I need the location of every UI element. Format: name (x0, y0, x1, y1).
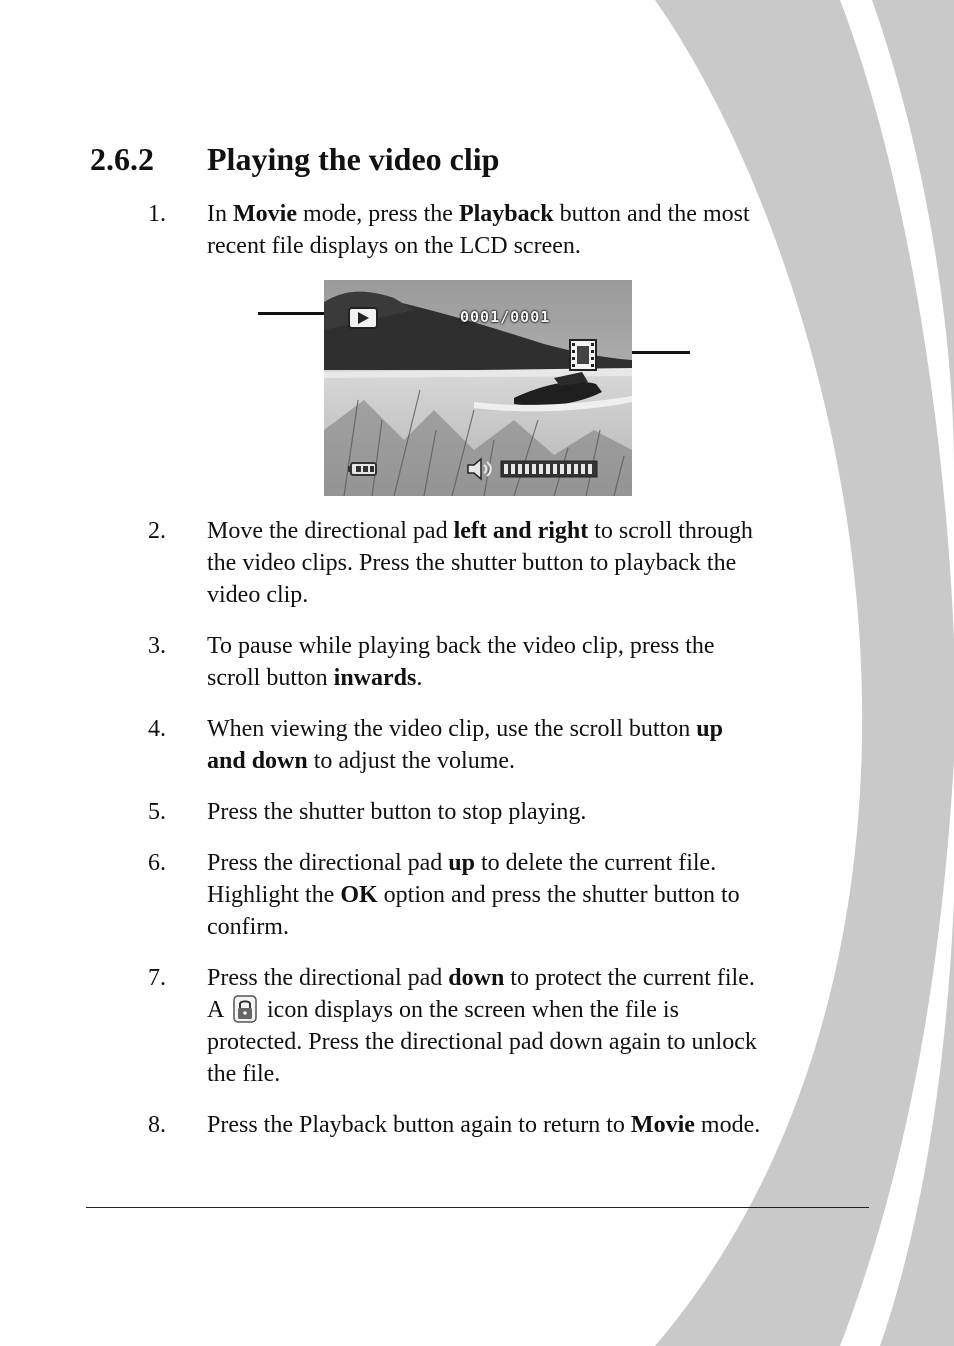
step-1 (148, 198, 868, 262)
step-text (207, 630, 868, 694)
text-run: scroll button (207, 665, 334, 691)
text-run: A (207, 997, 230, 1023)
step-text (207, 1109, 888, 1141)
text-run: to scroll through (588, 518, 753, 544)
text-run: recent file displays on the LCD screen. (207, 233, 581, 259)
step-text (207, 713, 868, 777)
text-run: mode. (694, 1112, 761, 1138)
step-6 (148, 847, 868, 943)
text-run: In (207, 201, 233, 227)
step-text (207, 962, 868, 1090)
step-number: 8. (148, 1112, 166, 1138)
text-run: to adjust the volume. (307, 748, 516, 774)
step-7 (148, 962, 868, 1090)
step-4 (148, 713, 868, 777)
text-run: When viewing the video clip, use the scroll button (207, 716, 697, 742)
step-number: 6. (148, 850, 166, 876)
bold-term: Playback (458, 201, 554, 227)
text-run: Press the Playback button again to return to (207, 1112, 631, 1138)
text-run: . (416, 665, 423, 691)
step-text (207, 796, 868, 828)
bold-term: up (448, 850, 475, 876)
text-run: Press the directional pad (207, 965, 449, 991)
step-number: 1. (148, 201, 166, 227)
bold-term: inwards (333, 665, 417, 691)
section-title: Playing the video clip (207, 141, 500, 177)
text-run: to delete the current file. (474, 850, 717, 876)
step-text (207, 847, 868, 943)
bold-term: and down (207, 748, 308, 774)
text-run: video clip. (207, 582, 309, 608)
step-number: 4. (148, 716, 166, 742)
text-run: Move the directional pad (207, 518, 454, 544)
speaker-icon (466, 457, 492, 481)
lock-icon (233, 995, 257, 1023)
footer-rule (86, 1207, 869, 1208)
step-3 (148, 630, 868, 694)
volume-bar (500, 460, 598, 478)
text-run: the file. (207, 1061, 281, 1087)
step-number: 5. (148, 799, 166, 825)
step-number: 2. (148, 518, 166, 544)
text-run: option and press the shutter button to (377, 882, 740, 908)
play-icon (348, 307, 378, 329)
bold-term: up (696, 716, 723, 742)
text-run: confirm. (207, 914, 289, 940)
text-run: icon displays on the screen when the file is (261, 997, 679, 1023)
text-run: button and the most (553, 201, 750, 227)
text-run: protected. Press the directional pad down again to unlock (207, 1029, 757, 1055)
battery-icon (348, 461, 378, 477)
section-number: 2.6.2 (90, 141, 154, 177)
step-number: 3. (148, 633, 166, 659)
text-run: to protect the current file. (504, 965, 755, 991)
text-run: mode, press the (296, 201, 459, 227)
text-run: Press the directional pad (207, 850, 449, 876)
step-text (207, 515, 868, 611)
lcd-screenshot (324, 280, 632, 496)
step-5 (148, 796, 868, 828)
bold-term: Movie (233, 201, 297, 227)
bold-term: OK (340, 882, 378, 908)
text-run: Press the shutter button to stop playing. (207, 799, 587, 825)
section-heading (90, 138, 499, 180)
bold-term: left and right (453, 518, 589, 544)
text-run: Highlight the (207, 882, 341, 908)
file-counter: 0001/0001 (460, 308, 551, 326)
step-8 (148, 1109, 888, 1141)
text-run: To pause while playing back the video clip, press the (207, 633, 715, 659)
film-icon (568, 338, 598, 372)
bold-term: down (448, 965, 505, 991)
bold-term: Movie (630, 1112, 695, 1138)
text-run: the video clips. Press the shutter button to playback the (207, 550, 737, 576)
step-2 (148, 515, 868, 611)
step-number: 7. (148, 965, 166, 991)
step-text (207, 198, 868, 262)
